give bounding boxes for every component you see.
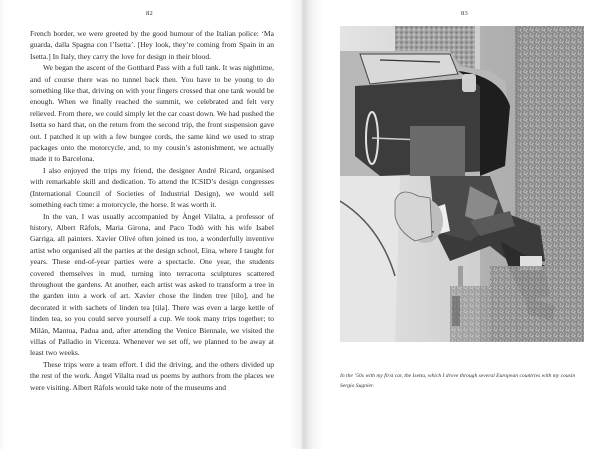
body-text	[30, 28, 274, 393]
paragraph-5: These trips were a team effort. I did the driving, and the others divided up the rest of the work. Àngel Vilalta read us poems by authors from the places we were visiting. Albert Ràfols would take note of the museums and	[30, 359, 274, 392]
right-page	[304, 0, 600, 449]
photo-illustration	[340, 26, 584, 342]
paragraph-4: In the van, I was usually accompanied by Àngel Vilalta, a professor of history, Albert Ràfols, Maria Girona, and Paco Todò with his wife Isabel Garriga, all painters. Xavier Olivé often joined us too, a wonderfully inventive artist who organised all the parties at the design school, Eina, where I taught for years. These end-of-year parties were a spectacle. One year, the students covered themselves in mud, turning into terracotta sculptures scattered throughout the gardens. At another, each artist was asked to transform a tree in the garden into a work of art. Xavier chose the linden tree [tilo], and he decorated it with sachets of linden tea [tila]. There was even a large kettle of linden tea, so you could serve yourself a cup. We took many trips together; to Milán, Mantua, Padua and, after attending the Venice Biennale, we visited the villas of Palladio in Vicenza. Whenever we set off, we planned to be away at least two weeks.	[30, 211, 274, 358]
page-number-right: 83	[461, 10, 468, 17]
paragraph-3: I also enjoyed the trips my friend, the designer André Ricard, organised with remarkable skill and dedication. To attend the ICSID’s design congresses (International Council of Societies of Industrial Design), we would sell something each time: a motorcycle, the horse. It was worth it.	[30, 165, 274, 210]
paragraph-2: We began the ascent of the Gotthard Pass with a full tank. It was nighttime, and of course there was no tunnel back then. You have to be young to do something like that, driving on with your fingers crossed that one tank would be enough. When we finally reached the summit, we celebrated and felt very relieved. From there, we could simply let the car coast down. We had pushed the Isetta so hard that, on the return from the second trip, the front suspension gave out. I patched it up with a few bungee cords, the same kind we used to strap packages onto the motorcycle, and, to my cousin’s astonishment, we actually made it to Barcelona.	[30, 63, 274, 164]
page-number-left: 82	[146, 10, 153, 17]
photo-caption: In the ’50s with my first car, the Isetta, which I drove through several European countries with my cousin Sergio Sugnier.	[340, 373, 576, 389]
paragraph-1: French border, we were greeted by the good humour of the Italian police: ‘Ma guarda, dalla Spagna con l’Isetta’. [Hey look, they’re coming from Spain in an Isetta.] In Italy, they carry the love for design in their blood.	[30, 29, 274, 61]
photograph-man-with-isetta	[340, 26, 584, 342]
